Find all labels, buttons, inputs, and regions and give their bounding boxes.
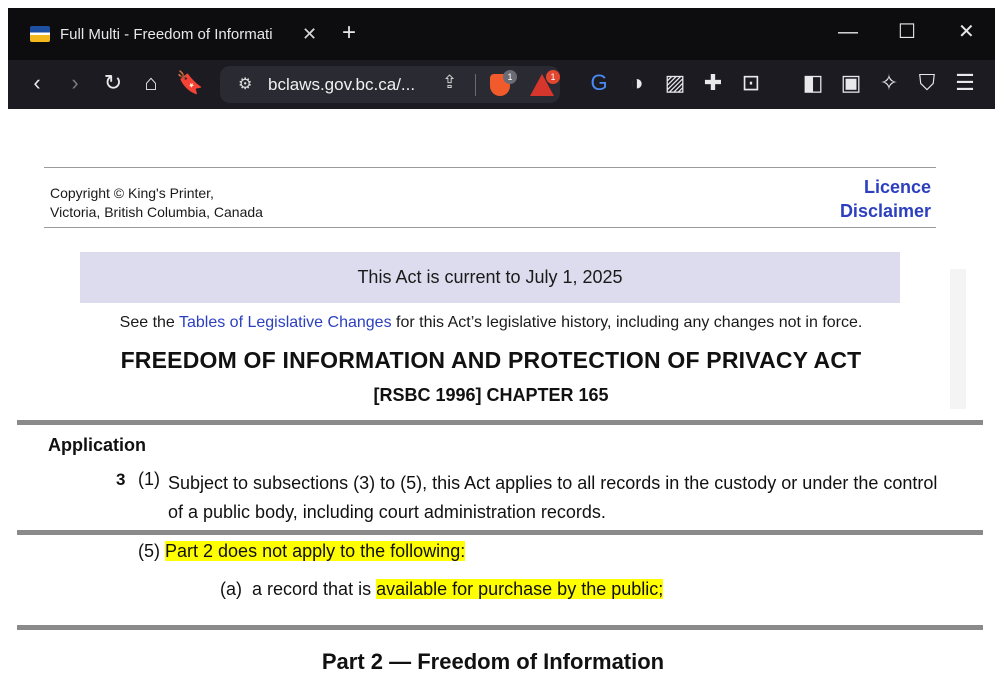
paragraph-a-highlighted-text: available for purchase by the public;	[376, 579, 664, 599]
tab-title: Full Multi - Freedom of Informati	[60, 25, 273, 43]
navigation-toolbar	[8, 60, 995, 109]
url-text[interactable]: bclaws.gov.bc.ca/...	[268, 75, 416, 94]
subsection-5	[138, 541, 465, 562]
chapter-citation: [RSBC 1996] CHAPTER 165	[373, 385, 609, 405]
new-tab-button[interactable]: +	[342, 19, 357, 46]
reader-mode-icon[interactable]: ⊡	[741, 70, 761, 95]
subsection-5-highlighted-text: Part 2 does not apply to the following:	[165, 541, 466, 561]
subsection-5-label: (5)	[138, 541, 160, 561]
legal-links	[840, 175, 931, 223]
section-divider-2	[17, 530, 983, 535]
copyright-line-2: Victoria, British Columbia, Canada	[50, 204, 263, 220]
maximize-button[interactable]: ☐	[898, 21, 916, 43]
rewards-badge: 1	[546, 70, 560, 84]
currency-banner: This Act is current to July 1, 2025	[80, 252, 900, 303]
section-number: 3	[116, 470, 126, 489]
translate-extension-icon[interactable]: G	[590, 70, 608, 95]
bookmark-icon[interactable]: 🔖	[176, 70, 204, 95]
disclaimer-link[interactable]: Disclaimer	[839, 201, 931, 221]
header-bottom-rule	[44, 227, 936, 228]
tab-bar	[8, 8, 995, 60]
circle-extension-icon[interactable]: ◑	[630, 70, 644, 95]
extensions-puzzle-icon[interactable]: ✚	[703, 70, 723, 95]
forward-icon[interactable]: ›	[71, 70, 79, 95]
minimize-button[interactable]: —	[838, 21, 858, 43]
paragraph-a-label: (a)	[220, 579, 242, 599]
part-title: Part 2 — Freedom of Information	[321, 649, 665, 674]
home-icon[interactable]: ⌂	[144, 70, 158, 95]
reload-icon[interactable]: ↻	[103, 70, 123, 95]
bc-flag-favicon-icon	[30, 26, 50, 42]
tables-suffix: for this Act’s legislative history, including any changes not in force.	[391, 314, 863, 331]
wallet-icon[interactable]: ▣	[840, 70, 862, 95]
active-tab[interactable]	[20, 16, 330, 52]
close-window-button[interactable]: ✕	[958, 21, 975, 43]
licence-link[interactable]: Licence	[863, 177, 931, 197]
section-heading: Application	[48, 435, 146, 455]
tab-close-icon[interactable]: ✕	[302, 23, 318, 44]
url-divider	[475, 74, 476, 96]
section-divider-1	[17, 420, 983, 425]
menu-icon[interactable]: ☰	[955, 70, 975, 95]
subsection-1-label: (1)	[138, 469, 160, 489]
legislative-history-note	[0, 314, 982, 332]
act-title: FREEDOM OF INFORMATION AND PROTECTION OF PRIVACY ACT	[120, 347, 862, 373]
paragraph-a	[220, 579, 663, 600]
leo-ai-icon[interactable]: ✧	[879, 70, 899, 95]
brave-shields-badge: 1	[503, 70, 517, 84]
note-extension-icon[interactable]: ▨	[664, 70, 686, 95]
page-content	[0, 109, 1003, 692]
top-rule	[44, 167, 936, 168]
copyright-notice	[50, 184, 263, 222]
address-bar[interactable]	[220, 66, 560, 103]
section-divider-3	[17, 625, 983, 630]
subsection-1-text: Subject to subsections (3) to (5), this Act applies to all records in the custody or under the control of a public body, including court administration records.	[168, 473, 938, 522]
back-icon[interactable]: ‹	[33, 70, 41, 95]
paragraph-a-prefix: a record that is	[252, 579, 377, 599]
tables-prefix: See the	[119, 314, 179, 331]
copyright-line-1: Copyright © King's Printer,	[50, 185, 214, 201]
vpn-shield-icon[interactable]: ⛉	[918, 70, 936, 95]
share-icon[interactable]: ⇪	[442, 72, 458, 92]
sidebar-icon[interactable]: ◧	[802, 70, 824, 95]
site-info-icon[interactable]: ⚙	[238, 76, 253, 93]
tables-of-legislative-changes-link[interactable]: Tables of Legislative Changes	[178, 314, 392, 331]
browser-chrome	[8, 8, 995, 109]
